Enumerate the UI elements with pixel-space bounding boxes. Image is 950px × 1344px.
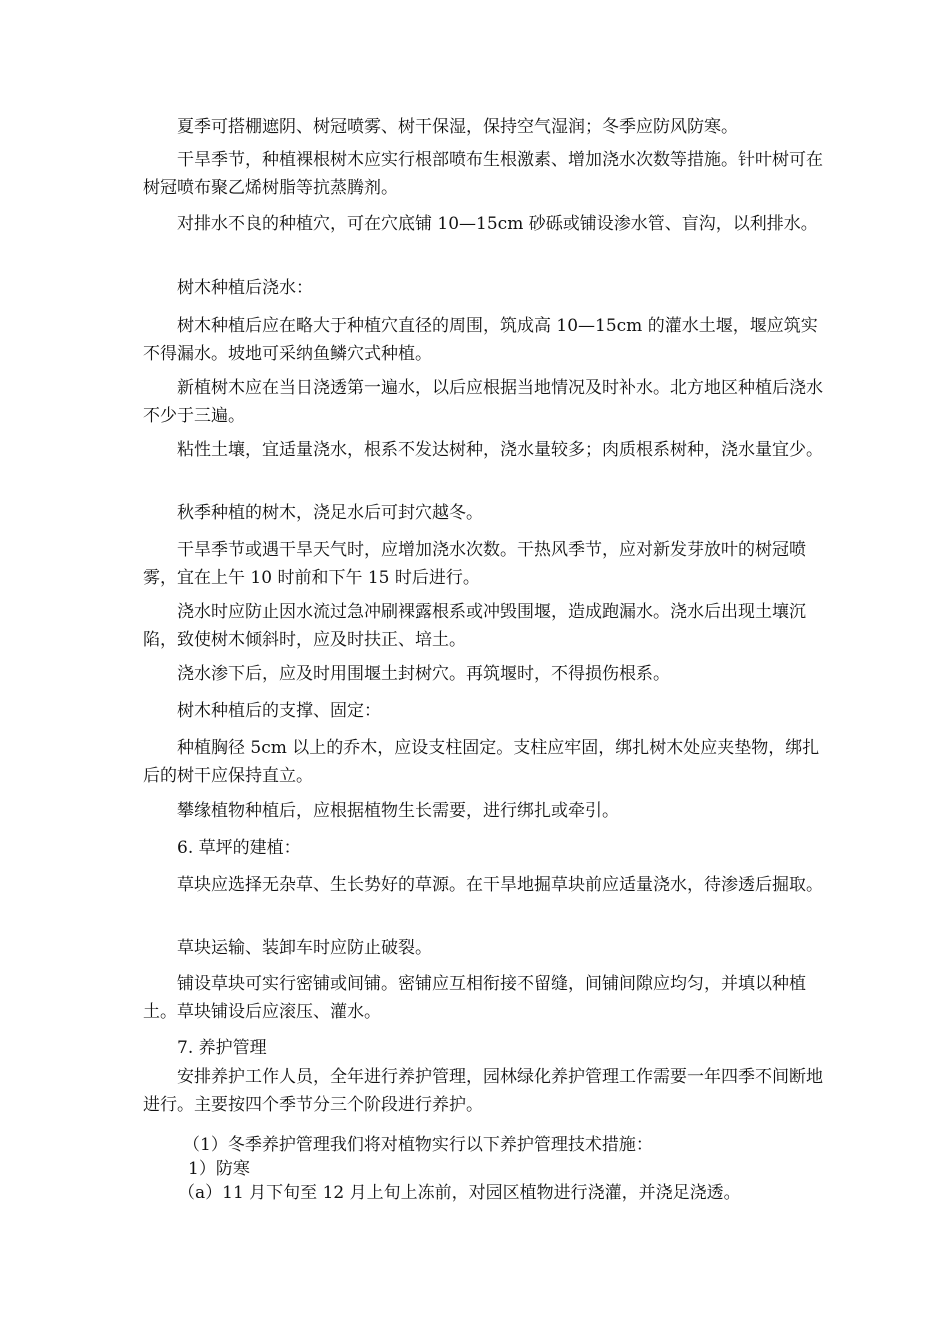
paragraph-clay-soil: 粘性土壤，宜适量浇水，根系不发达树种，浇水量较多；肉质根系树种，浇水量宜少。 — [177, 440, 823, 460]
list-item-cold-protection: 1）防寒 — [188, 1159, 250, 1179]
paragraph-support-posts: 种植胸径 5cm 以上的乔木，应设支柱固定。支柱应牢固，绑扎树木处应夹垫物，绑扎后的树干应保持直立。 — [143, 738, 820, 786]
paragraph-sod-laying: 铺设草块可实行密铺或间铺。密铺应互相衔接不留缝，间铺间隙应均匀，并填以种植土。草块铺设后应滚压、灌水。 — [143, 974, 806, 1022]
paragraph-prevent-erosion: 浇水时应防止因水流过急冲刷裸露根系或冲毁围堰，造成跑漏水。浇水后出现土壤沉陷，致使树木倾斜时，应及时扶正、培土。 — [143, 602, 806, 650]
paragraph-sod-transport: 草块运输、装卸车时应防止破裂。 — [177, 938, 432, 958]
heading-watering-after-planting: 树木种植后浇水： — [177, 278, 313, 298]
paragraph-drought-bare-root: 干旱季节，种植裸根树木应实行根部喷布生根激素、增加浇水次数等措施。针叶树可在树冠喷布聚乙烯树脂等抗蒸腾剂。 — [143, 150, 823, 198]
paragraph-dry-season-watering: 干旱季节或遇干旱天气时，应增加浇水次数。干热风季节，应对新发芽放叶的树冠喷雾，宜在上午 10 时前和下午 15 时后进行。 — [143, 540, 806, 588]
paragraph-winter-maintenance: （1）冬季养护管理我们将对植物实行以下养护管理技术措施： — [183, 1135, 653, 1155]
paragraph-first-watering: 新植树木应在当日浇透第一遍水，以后应根据当地情况及时补水。北方地区种植后浇水不少于三遍。 — [143, 378, 823, 426]
paragraph-autumn-planting: 秋季种植的树木，浇足水后可封穴越冬。 — [177, 503, 483, 523]
paragraph-drainage: 对排水不良的种植穴，可在穴底铺 10—15cm 砂砾或铺设渗水管、盲沟，以利排水。 — [177, 214, 818, 234]
paragraph-summer-shading: 夏季可搭棚遮阴、树冠喷雾、树干保湿，保持空气湿润；冬季应防风防寒。 — [177, 117, 738, 137]
paragraph-sod-selection: 草块应选择无杂草、生长势好的草源。在干旱地掘草块前应适量浇水，待渗透后掘取。 — [177, 875, 823, 895]
paragraph-maintenance-staff: 安排养护工作人员，全年进行养护管理，园林绿化养护管理工作需要一年四季不间断地进行。主要按四个季节分三个阶段进行养护。 — [143, 1067, 823, 1115]
paragraph-climbing-plants: 攀缘植物种植后，应根据植物生长需要，进行绑扎或牵引。 — [177, 801, 619, 821]
heading-lawn-establishment: 6. 草坪的建植： — [177, 838, 301, 858]
list-item-november-watering: （a）11 月下旬至 12 月上旬上冻前，对园区植物进行浇灌，并浇足浇透。 — [178, 1183, 741, 1203]
heading-maintenance: 7. 养护管理 — [177, 1038, 267, 1058]
paragraph-watering-berm: 树木种植后应在略大于种植穴直径的周围，筑成高 10—15cm 的灌水土堰，堰应筑实不得漏水。坡地可采纳鱼鳞穴式种植。 — [143, 316, 818, 364]
paragraph-seal-hole: 浇水渗下后，应及时用围堰土封树穴。再筑堰时，不得损伤根系。 — [177, 664, 670, 684]
heading-support-fixing: 树木种植后的支撑、固定： — [177, 701, 381, 721]
